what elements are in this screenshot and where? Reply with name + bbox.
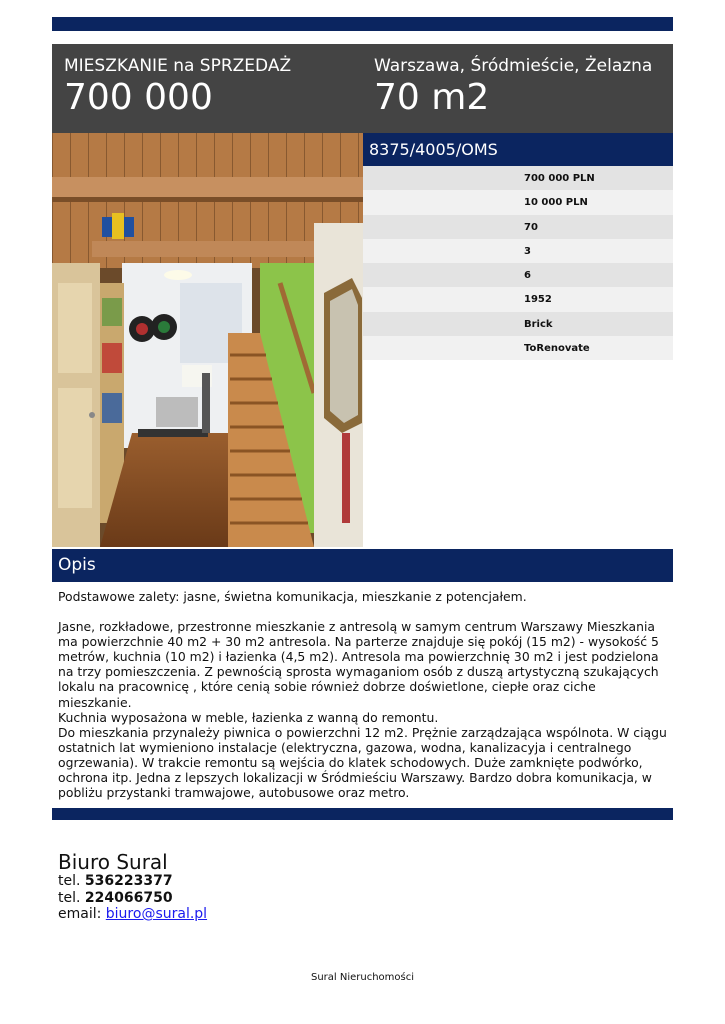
email-link[interactable]: biuro@sural.pl	[105, 906, 208, 922]
listing-header	[52, 44, 673, 133]
table-row	[363, 336, 673, 360]
tel-label: tel.	[58, 889, 81, 906]
description-text	[58, 619, 668, 800]
parameters-table	[363, 166, 673, 360]
property-photo	[52, 133, 363, 547]
param-value: ToRenovate	[524, 343, 590, 355]
listing-reference: 8375/4005/OMS	[369, 140, 498, 159]
description-line: na trzy pomieszczenia. Z pewnością sprosta wymaganiom osób z duszą artystyczną szukających	[58, 664, 659, 680]
table-row	[363, 263, 673, 287]
area-headline: 70 m2	[374, 77, 490, 118]
description-line: pobliżu przystanki tramwajowe, autobusowe oraz metro.	[58, 785, 410, 801]
param-value: 70	[524, 221, 538, 233]
offer-type: MIESZKANIE na SPRZEDAŻ	[64, 56, 292, 76]
table-row	[363, 166, 673, 190]
contact-block	[58, 851, 207, 923]
phone-line	[58, 890, 207, 907]
email-line	[58, 906, 207, 923]
location: Warszawa, Śródmieście, Żelazna	[374, 56, 653, 76]
description-line: ochrona itp. Jedna z lepszych lokalizacji w Śródmieściu Warszawy. Bardzo dobra komunikacja, w	[58, 770, 652, 786]
table-row	[363, 312, 673, 336]
description-body	[58, 589, 668, 800]
table-row	[363, 190, 673, 214]
description-line: ostatnich lat wymieniono instalacje (elektryczna, gazowa, wodna, kanalizacyja i centralnego	[58, 739, 632, 755]
param-value: 3	[524, 245, 531, 257]
param-value: 700 000 PLN	[524, 173, 595, 184]
tel-label: tel.	[58, 873, 81, 889]
description-line: ma powierzchnie 40 m2 + 30 m2 antresola. Na parterze znajduje się pokój (15 m2) - wysokość 5	[58, 634, 659, 650]
param-value: 10 000 PLN	[524, 197, 588, 209]
bottom-divider-bar	[52, 808, 673, 820]
description-intro: Podstawowe zalety: jasne, świetna komunikacja, mieszkanie z potencjałem.	[58, 589, 527, 604]
description-line: metrów, kuchnia (10 m2) i łazienka (4,5 m2). Antresola ma powierzchnię 30 m2 i jest podzielona	[58, 649, 659, 665]
price-headline: 700 000	[64, 77, 213, 118]
description-heading-bar	[52, 549, 673, 582]
table-row	[363, 215, 673, 239]
description-line: Do mieszkania przynależy piwnica o powierzchni 12 m2. Prężnie zarządzająca wspólnota. W ciągu	[58, 724, 667, 740]
description-heading: Opis	[58, 555, 96, 575]
description-line: lokalu na pracownicę , które cenią sobie również dobrze doświetlone, ciepłe oraz ciche mieszkanie.	[58, 679, 596, 710]
description-line: Kuchnia wyposażona w meble, łazienka z wanną do remontu.	[58, 709, 439, 725]
description-line: Jasne, rozkładowe, przestronne mieszkanie z antresolą w samym centrum Warszawy Mieszkania	[58, 619, 655, 635]
description-line: ogrzewania). W trakcie remontu są wejścia do klatek schodowych. Duże zamknięte podwórko,	[58, 754, 643, 770]
param-value: Brick	[524, 318, 553, 330]
table-row	[363, 287, 673, 311]
email-label: email:	[58, 906, 102, 922]
param-value: 6	[524, 270, 531, 282]
phone-number[interactable]: 224066750	[84, 889, 173, 906]
table-row	[363, 239, 673, 263]
phone-number[interactable]: 536223377	[84, 873, 173, 889]
param-value: 1952	[524, 294, 552, 306]
agency-name: Biuro Sural	[58, 850, 168, 874]
reference-bar	[363, 133, 673, 166]
footer-text: Sural Nieruchomości	[310, 972, 415, 983]
phone-line	[58, 873, 207, 890]
top-divider-bar	[52, 17, 673, 31]
